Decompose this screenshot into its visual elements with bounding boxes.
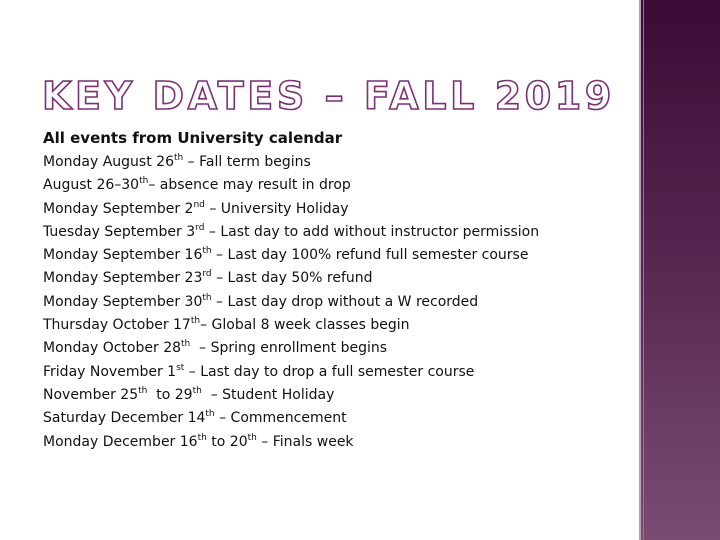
date-suffix: th <box>138 385 148 396</box>
event-text: – Last day to drop a full semester course <box>184 363 475 380</box>
event-item <box>43 244 539 267</box>
date-suffix: rd <box>195 222 205 233</box>
event-item <box>43 384 539 407</box>
event-item <box>43 267 539 290</box>
event-text: – Global 8 week classes begin <box>200 317 410 334</box>
event-item <box>43 151 539 174</box>
date-suffix: rd <box>202 269 212 280</box>
event-item <box>43 314 539 337</box>
event-text: – Student Holiday <box>201 386 335 403</box>
event-item <box>43 198 539 221</box>
event-text: Monday August 26 <box>43 154 174 170</box>
event-text: Thursday October 17 <box>43 317 191 334</box>
event-text: – Spring enrollment begins <box>190 340 388 357</box>
event-text: to 20 <box>206 433 248 450</box>
event-text: Monday September 30 <box>43 293 203 310</box>
event-item <box>43 337 539 360</box>
event-text: Tuesday September 3 <box>43 223 196 240</box>
event-text: – Fall term begins <box>183 154 311 170</box>
decorative-side-band <box>641 0 720 540</box>
date-suffix: th <box>247 432 257 443</box>
event-item <box>43 221 539 244</box>
event-text: – Commencement <box>214 410 347 427</box>
date-suffix: th <box>205 409 215 420</box>
event-text: – Last day drop without a W recorded <box>211 293 479 310</box>
event-text: Monday October 28 <box>43 340 182 357</box>
date-suffix: st <box>176 362 185 373</box>
event-item <box>43 174 539 197</box>
event-list <box>43 151 539 454</box>
date-suffix: th <box>181 339 191 350</box>
slide-title: KEY DATES – FALL 2019 <box>42 74 615 118</box>
date-suffix: th <box>202 292 212 303</box>
event-text: Monday September 23 <box>43 270 203 287</box>
date-suffix: th <box>190 316 201 327</box>
date-suffix: th <box>192 385 202 396</box>
event-text: – Last day 100% refund full semester course <box>211 247 529 264</box>
event-text: August 26–30 <box>43 177 140 194</box>
date-suffix: th <box>139 176 149 187</box>
event-text: November 25 <box>43 386 139 403</box>
event-text: – absence may result in drop <box>148 177 351 194</box>
event-item <box>43 291 539 314</box>
date-suffix: nd <box>193 199 205 210</box>
event-text: to 29 <box>147 386 193 403</box>
event-text: – Last day 50% refund <box>211 270 373 287</box>
event-text: – Finals week <box>256 433 354 450</box>
date-suffix: th <box>197 432 207 443</box>
event-text: Monday September 2 <box>43 200 194 217</box>
event-item <box>43 431 539 454</box>
date-suffix: th <box>202 246 212 257</box>
event-item <box>43 361 539 384</box>
event-text: Friday November 1 <box>43 363 177 380</box>
slide-subtitle: All events from University calendar <box>43 129 343 147</box>
event-text: Saturday December 14 <box>43 410 206 427</box>
side-band-edge <box>643 0 644 540</box>
date-suffix: th <box>173 153 184 163</box>
event-text: – University Holiday <box>204 200 349 217</box>
event-text: – Last day to add without instructor permission <box>204 223 540 240</box>
event-text: Monday September 16 <box>43 247 203 264</box>
event-item <box>43 407 539 430</box>
event-text: Monday December 16 <box>43 433 198 450</box>
